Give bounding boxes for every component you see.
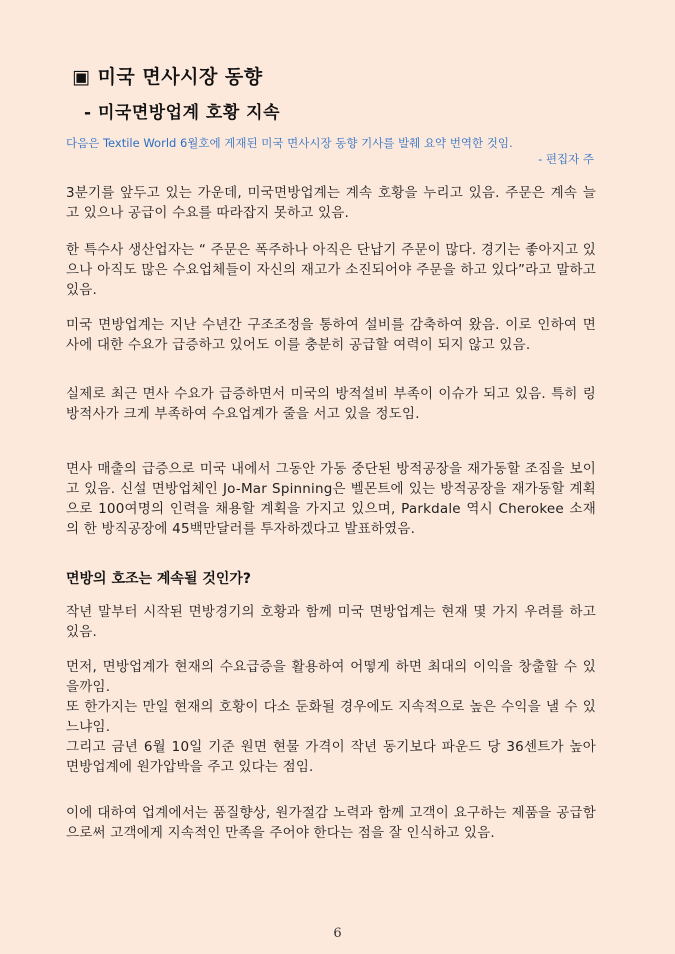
paragraph-text: 먼저, 면방업계가 현재의 수요급증을 활용하여 어떻게 하면 최대의 이익을 창출할 수 있을까임.: [66, 659, 596, 695]
paragraph-text: 면사 매출의 급증으로 미국 내에서 그동안 가동 중단된 방적공장을 재가동할 조짐을 보이고 있음. 신설 면방업체인 Jo-Mar Spinning은 벨몬트에 있는 방적공장을 재가동할 계획으로 100여명의 인력을 채용할 계획을 가지고 있으며, Parkdale 역시 Cherokee 소재의 한 방직공장에 45백만달러를 투자하겠다고 발표하였음.: [66, 461, 596, 537]
paragraph-text: 그리고 금년 6월 10일 기준 원면 현물 가격이 작년 동기보다 파운드 당 36센트가 높아 면방업계에 원가압박을 주고 있다는 점임.: [66, 739, 596, 775]
paragraph-text: 또 한가지는 만일 현재의 호황이 다소 둔화될 경우에도 지속적으로 높은 수익을 낼 수 있느냐임.: [66, 699, 596, 735]
paragraph: [66, 657, 596, 777]
paragraph-text: 미국 면방업계는 지난 수년간 구조조정을 통하여 설비를 감축하여 왔음. 이로 인하여 면사에 대한 수요가 급증하고 있어도 이를 충분히 공급할 여력이 되지 않고 있음.: [66, 317, 596, 353]
paragraph: [66, 315, 596, 355]
paragraph-text: 실제로 최근 면사 수요가 급증하면서 미국의 방적설비 부족이 이슈가 되고 있음. 특히 링방적사가 크게 부족하여 수요업계가 줄을 서고 있을 정도임.: [66, 386, 596, 422]
paragraph-text: 한 특수사 생산업자는 “ 주문은 폭주하나 아직은 단납기 주문이 많다. 경기는 좋아지고 있으나 아직도 많은 수요업체들이 자신의 재고가 소진되어야 주문을 하고 있다”라고 말하고 있음.: [66, 242, 596, 298]
paragraph: [66, 240, 596, 300]
paragraph: [66, 803, 596, 843]
page-subtitle: - 미국면방업계 호황 지속: [84, 103, 281, 123]
paragraph-text: 이에 대하여 업계에서는 품질향상, 원가절감 노력과 함께 고객이 요구하는 제품을 공급함으로써 고객에게 지속적인 만족을 주어야 한다는 점을 잘 인식하고 있음.: [66, 805, 596, 841]
editor-note-signature: - 편집자 주: [538, 152, 594, 166]
section-heading: 면방의 호조는 계속될 것인가?: [66, 571, 252, 587]
paragraph: [66, 183, 596, 223]
editor-note-intro: 다음은 Textile World 6월호에 게재된 미국 면사시장 동향 기사를 발췌 요약 번역한 것임.: [66, 136, 513, 150]
paragraph: [66, 602, 596, 642]
paragraph-text: 작년 말부터 시작된 면방경기의 호황과 함께 미국 면방업계는 현재 몇 가지 우려를 하고 있음.: [66, 604, 596, 640]
paragraph: [66, 459, 596, 539]
page-number: 6: [333, 926, 342, 941]
editor-note: [66, 135, 594, 167]
paragraph: [66, 384, 596, 424]
paragraph-text: 3분기를 앞두고 있는 가운데, 미국면방업계는 계속 호황을 누리고 있음. 주문은 계속 늘고 있으나 공급이 수요를 따라잡지 못하고 있음.: [66, 185, 596, 221]
page-title: ▣ 미국 면사시장 동향: [72, 66, 263, 88]
